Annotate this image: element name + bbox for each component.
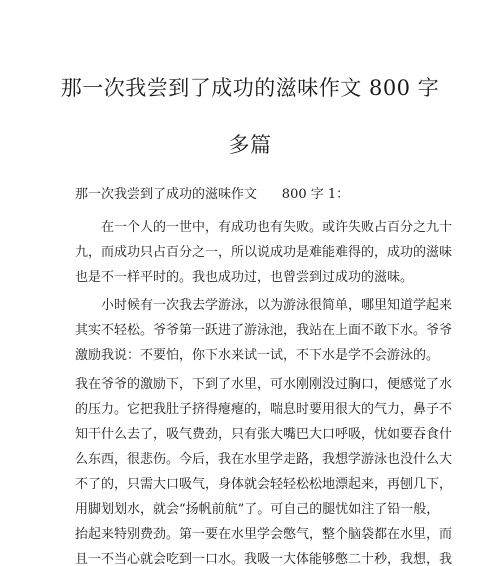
paragraph-1 [75, 215, 453, 290]
paragraph-line: 的压力。它把我肚子挤得瘪瘪的，喘息时要用很大的气力，鼻子不 [75, 402, 453, 417]
document-title-line-2: 多篇 [228, 133, 272, 157]
paragraph-line: 不了的，只需大口吸气，身体就会轻轻松松地漂起来，再刨几下， [75, 477, 453, 492]
paragraph-line: 激励我说：不要怕，你下水来试一试，不下水是学不会游泳的。 [75, 348, 440, 363]
paragraph-line: 在一个人的一世中，有成功也有失败。或许失败占百分之九十 [75, 220, 453, 235]
paragraph-line: 且一不当心就会吃到一口水。我吸一大体能够憋二十秒，我想，我 [75, 552, 453, 566]
paragraph-line: 抬起来特别费劲。第一要在水里学会憋气，整个脑袋都在水里，而 [75, 527, 453, 542]
paragraph-line: 用脚划划水，就会“扬帆前航”了。可自己的腿忧如注了铅一般， [75, 502, 440, 517]
paragraph-line: 么东西，很悲伤。今后，我在水里学走路，我想学游泳也没什么大 [75, 452, 453, 467]
essay-subtitle: 那一次我尝到了成功的滋味作文 800 字 1： [75, 187, 350, 202]
paragraph-line: 其实不轻松。爷爷第一跃进了游泳池，我站在上面不敢下水。爷爷 [75, 323, 453, 338]
paragraph-3 [75, 372, 453, 566]
document-title-line-1: 那一次我尝到了成功的滋味作文 800 字 [60, 76, 440, 100]
paragraph-line: 我在爷爷的激励下，下到了水里，可水刚刚没过胸口，便感觉了水 [75, 377, 453, 392]
paragraph-line: 小时候有一次我去学游泳，以为游泳很简单，哪里知道学起来 [75, 298, 453, 313]
paragraph-line: 也是不一样平时的。我也成功过，也曾尝到过成功的滋味。 [75, 270, 414, 285]
paragraph-2 [75, 293, 453, 368]
paragraph-line: 知干什么去了，吸气费劲，只有张大嘴巴大口呼吸，忧如要吞食什 [75, 427, 453, 442]
paragraph-line: 九，而成功只占百分之一，所以说成功是难能难得的，成功的滋味 [75, 245, 453, 260]
